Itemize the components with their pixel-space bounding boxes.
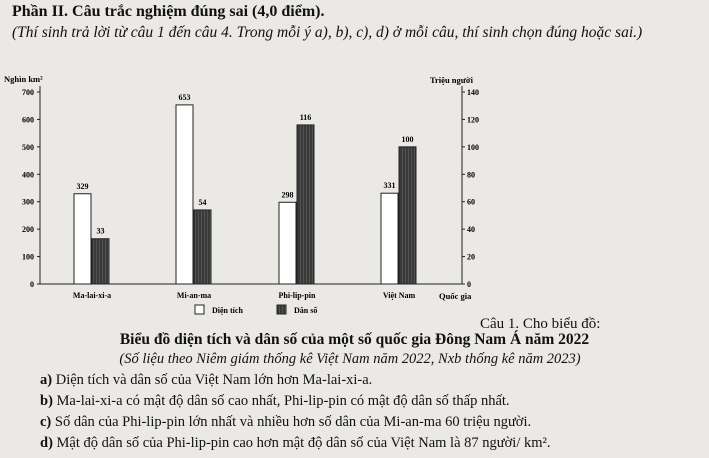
legend-label-dan-so: Dân số	[294, 306, 318, 315]
question-label: Câu 1. Cho biểu đồ:	[480, 316, 601, 332]
statement-text: Mật độ dân số của Phi-lip-pin cao hơn mật độ dân số của Việt Nam là 87 người/ km².	[56, 435, 551, 451]
right-tick-label: 20	[467, 252, 475, 262]
right-tick-label: 60	[467, 197, 475, 207]
right-tick-label: 40	[467, 225, 475, 235]
data-label: 329	[76, 181, 89, 191]
legend-label-dien-tich: Diện tích	[212, 306, 243, 315]
left-tick-label: 100	[22, 252, 34, 262]
bar-dien-tich	[381, 193, 398, 284]
statement-d	[40, 435, 550, 452]
right-tick-label: 80	[467, 170, 475, 180]
left-tick-label: 600	[22, 115, 34, 125]
left-tick-label: 200	[22, 225, 34, 235]
chart-caption: Biểu đồ diện tích và dân số của một số quốc gia Đông Nam Á năm 2022	[119, 331, 590, 348]
right-axis-label: Triệu người	[430, 75, 473, 85]
bar-dien-tich	[74, 194, 91, 284]
chart-source: (Số liệu theo Niêm giám thống kê Việt Nam năm 2022, Nxb thống kê năm 2023)	[119, 351, 581, 367]
data-label: 116	[299, 112, 312, 122]
bar-dan-so	[194, 210, 211, 284]
right-tick-label: 100	[467, 142, 479, 152]
statement-label: a)	[40, 372, 53, 388]
statement-label: c)	[40, 414, 52, 430]
data-label: 298	[281, 190, 294, 200]
left-tick-label: 500	[22, 142, 34, 152]
data-label: 100	[401, 134, 414, 144]
right-tick-label: 140	[467, 88, 479, 97]
left-tick-label: 0	[30, 280, 34, 289]
statement-c	[40, 414, 531, 431]
legend-swatch-dien-tich	[195, 305, 204, 314]
left-tick-label: 400	[22, 170, 34, 180]
bar-dan-so	[297, 125, 314, 284]
x-tick-label: Ma-lai-xi-a	[72, 291, 112, 300]
right-tick-label: 120	[467, 115, 479, 125]
data-label: 33	[96, 226, 105, 236]
bar-chart	[0, 72, 490, 330]
left-tick-label: 700	[22, 88, 34, 97]
right-tick-label: 0	[467, 280, 471, 289]
statement-label: d)	[40, 435, 53, 451]
data-label: 331	[383, 181, 396, 191]
statement-text: Ma-lai-xi-a có mật độ dân số cao nhất, Phi-lip-pin có mật độ dân số thấp nhất.	[56, 393, 510, 409]
statement-label: b)	[40, 393, 53, 409]
statement-a	[40, 372, 372, 389]
x-tick-label: Việt Nam	[382, 291, 416, 300]
left-axis-label: Nghìn km²	[4, 74, 43, 84]
x-tick-label: Mi-an-ma	[176, 291, 212, 300]
statement-b	[40, 393, 510, 410]
left-tick-label: 300	[22, 197, 34, 207]
section-title: Phần II. Câu trắc nghiệm đúng sai (4,0 điểm).	[12, 3, 325, 20]
legend-swatch-dan-so	[277, 305, 286, 314]
data-label: 54	[198, 197, 207, 207]
bar-dien-tich	[176, 105, 193, 284]
statement-text: Số dân của Phi-lip-pin lớn nhất và nhiều hơn số dân của Mi-an-ma 60 triệu người.	[54, 414, 532, 430]
bar-dan-so	[92, 239, 109, 284]
data-label: 653	[178, 92, 191, 102]
x-tick-label: Phi-lip-pin	[278, 291, 316, 300]
statement-text: Diện tích và dân số của Việt Nam lớn hơn Ma-lai-xi-a.	[55, 372, 373, 388]
bar-dien-tich	[279, 202, 296, 284]
x-axis-end-label: Quốc gia	[439, 291, 472, 301]
instruction-text: (Thí sinh trả lời từ câu 1 đến câu 4. Trong mỗi ý a), b), c), d) ở mỗi câu, thí sinh chọn đúng hoặc sai.)	[12, 24, 643, 41]
bar-dan-so	[399, 147, 416, 284]
